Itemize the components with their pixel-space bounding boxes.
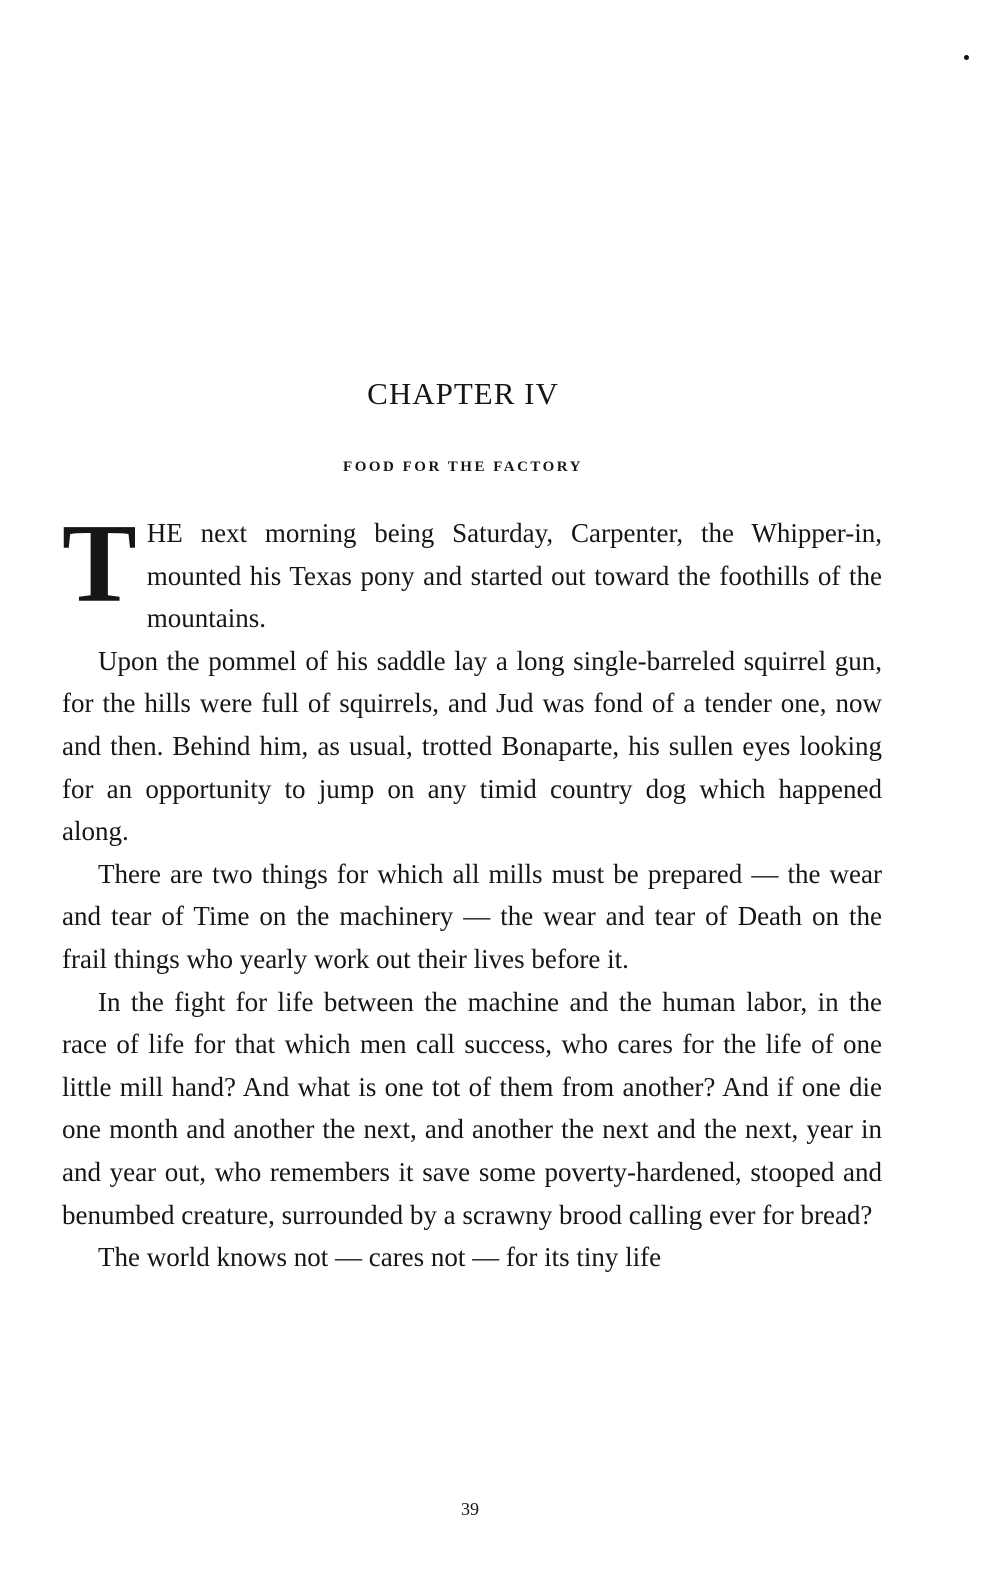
paragraph-4: In the fight for life between the machine and the human labor, in the race of life for that which men call success, who cares for the life of one little mill hand? And what is one tot of them from another? And if one die one month and another the next, and another the next and the next, year in and year out, who remembers it save some poverty-hardened, stooped and benumbed creature, surrounded by a scrawny brood calling ever for bread? xyxy=(62,986,882,1230)
paragraph-3: There are two things for which all mills must be prepared — the wear and tear of Time on the machinery — the wear and tear of Death on the frail things who yearly work out their lives before it. xyxy=(62,858,882,974)
paragraph-2: Upon the pommel of his saddle lay a long single-barreled squirrel gun, for the hills were full of squirrels, and Jud was fond of a tender one, now and then. Behind him, as usual, trotted Bonaparte, his sullen eyes looking for an opportunity to jump on any timid country dog which happened along. xyxy=(62,645,882,847)
paragraph-1 xyxy=(62,502,882,640)
chapter-subtitle: FOOD FOR THE FACTORY xyxy=(343,459,583,475)
chapter-title: CHAPTER IV xyxy=(367,376,559,411)
page-number: 39 xyxy=(461,1499,479,1519)
chapter-text xyxy=(62,502,882,1279)
ink-speck xyxy=(964,55,969,60)
drop-cap: T xyxy=(62,502,137,626)
paragraph-5: The world knows not — cares not — for its tiny life xyxy=(98,1242,662,1273)
paragraph-1-text: HE next morning being Saturday, Carpenter, the Whipper-in, mounted his Texas pony and started out toward the foothills of the mountains. xyxy=(146,518,882,634)
